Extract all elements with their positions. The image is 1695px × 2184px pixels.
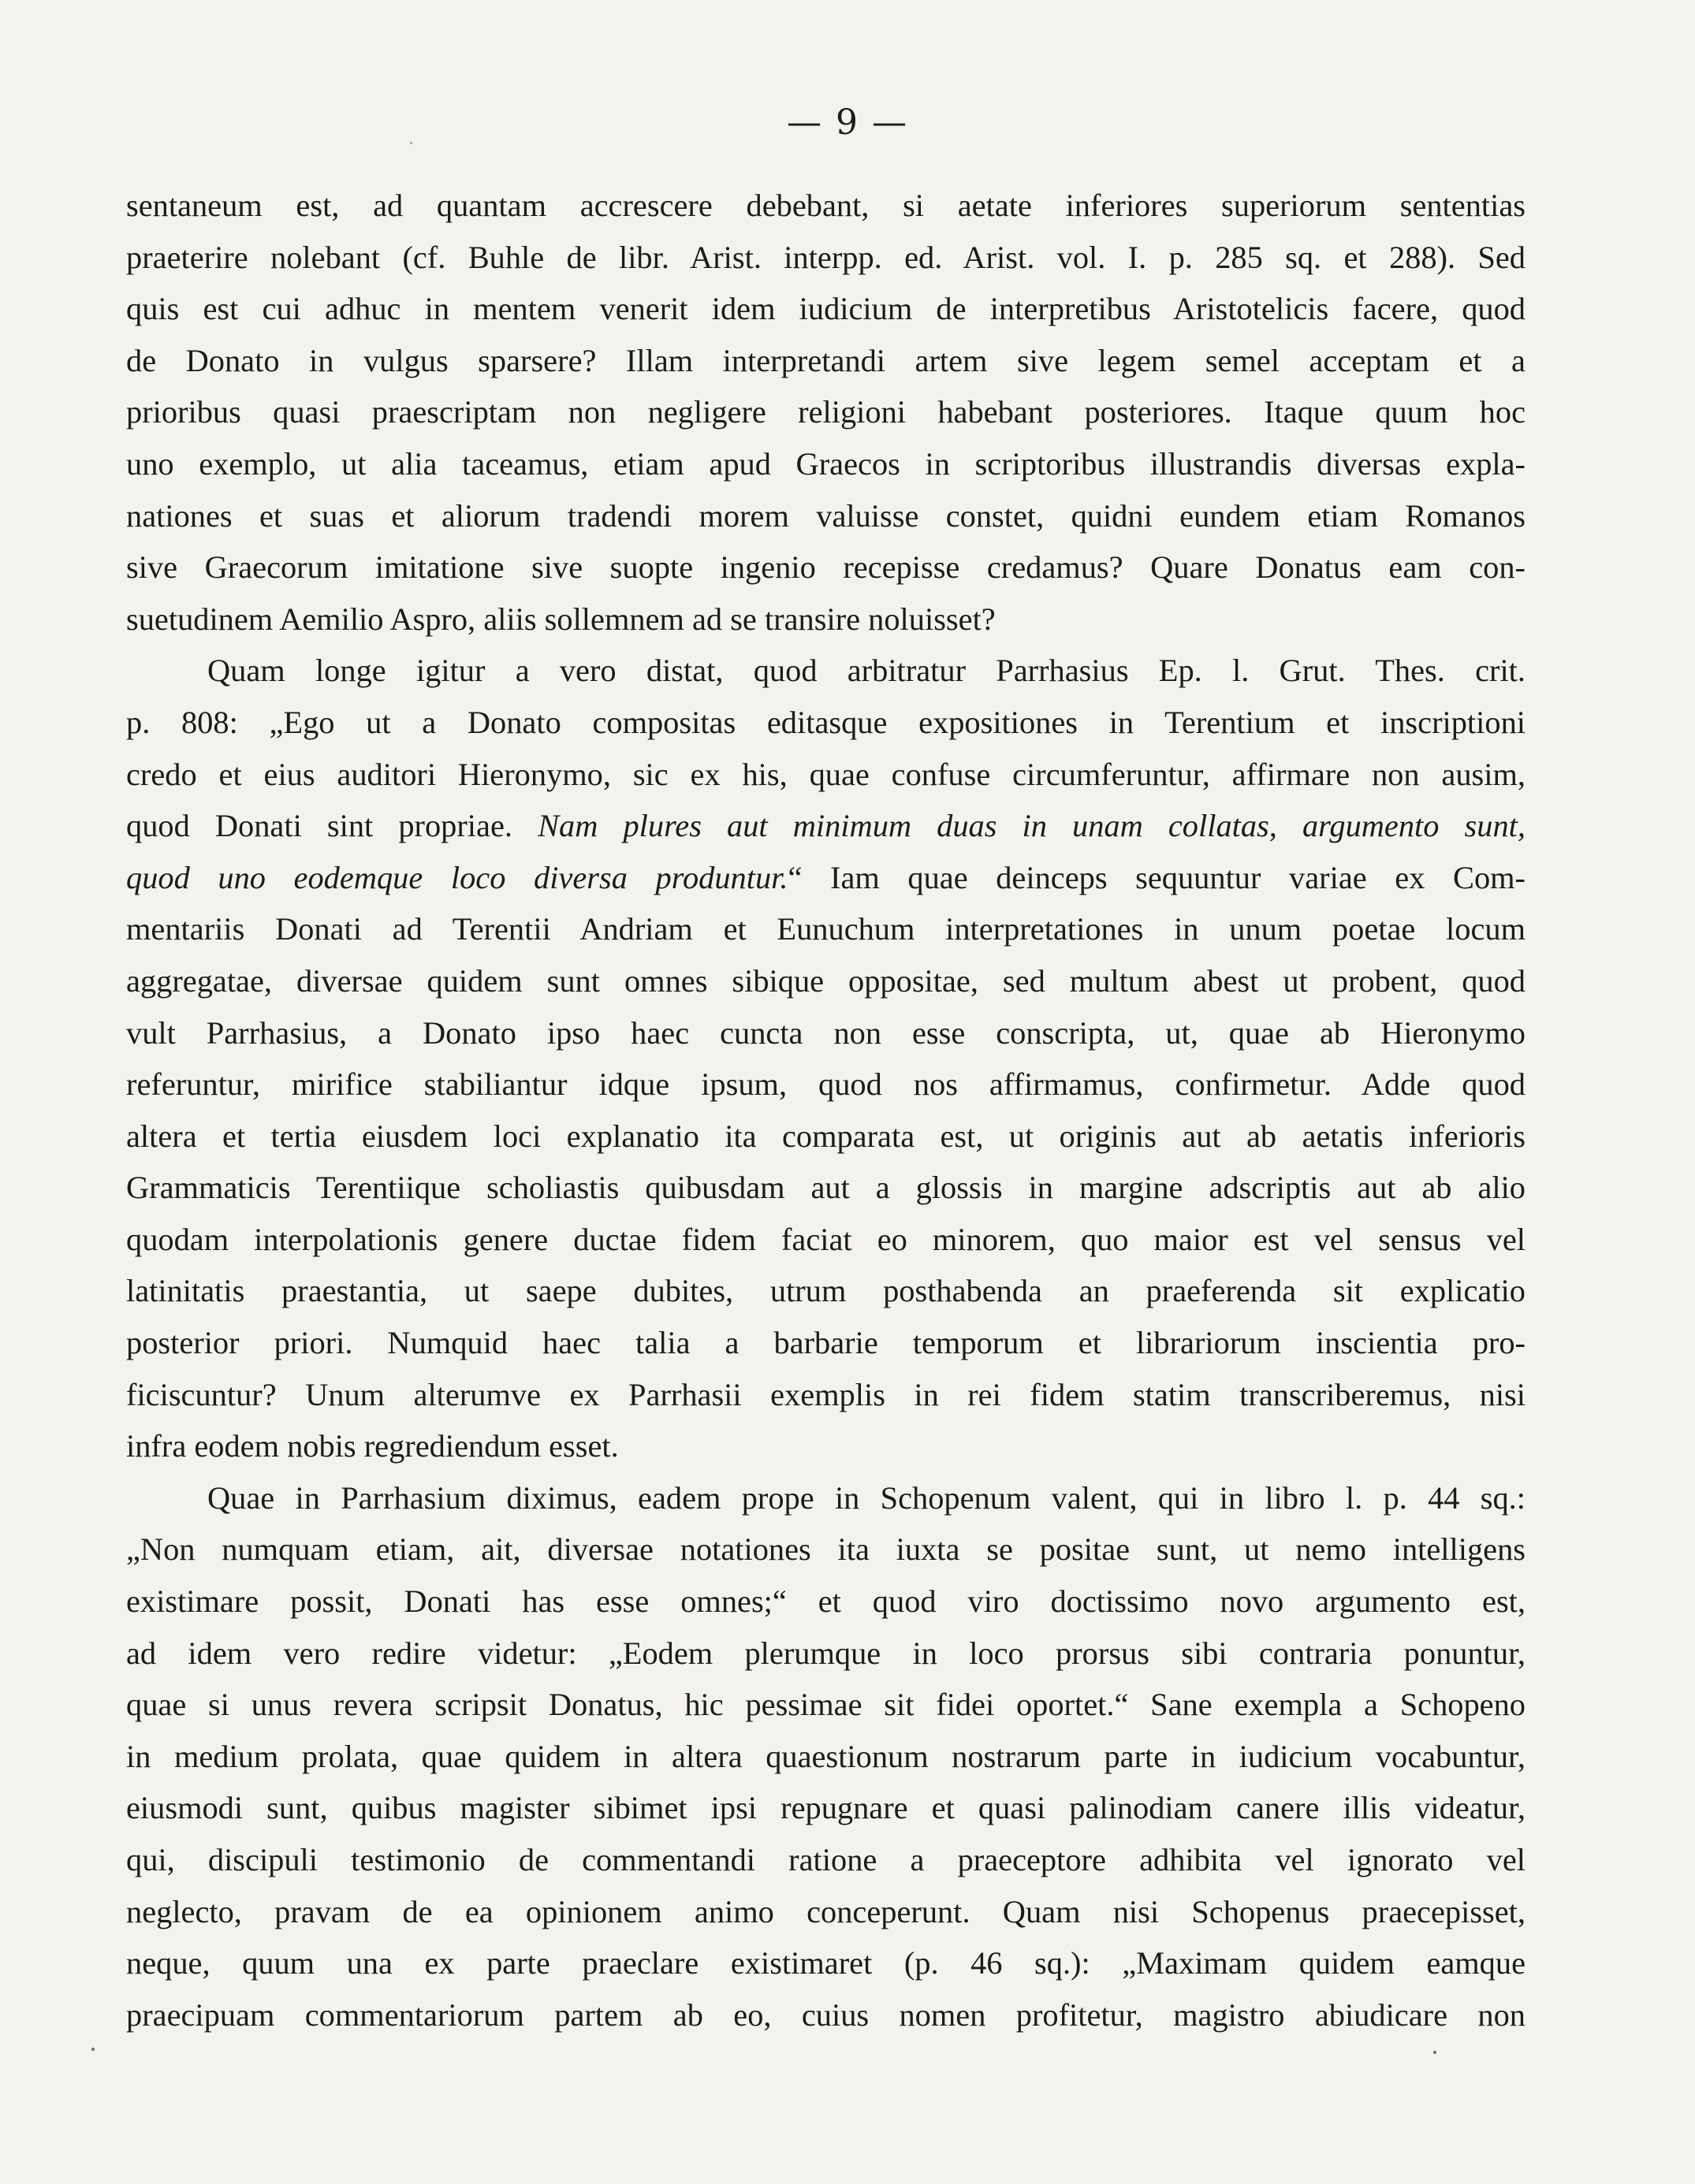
text-segment: quod Donati sint propriae. <box>126 808 512 844</box>
text-segment: “ Iam quae deinceps sequuntur variae ex Com- <box>788 859 1526 895</box>
text-line: Quam longe igitur a vero distat, quod arbitratur Parrhasius Ep. l. Grut. Thes. crit. <box>207 653 1526 689</box>
text-line: praecipuam commentariorum partem ab eo, cuius nomen profitetur, magistro abiudicare non <box>126 1996 1526 2033</box>
quoted-italic-text: quod uno eodemque loco diversa produntur. <box>126 859 788 895</box>
text-line: sentaneum est, ad quantam accrescere debebant, si aetate inferiores superiorum sententias <box>126 188 1526 223</box>
text-line: de Donato in vulgus sparsere? Illam interpretandi artem sive legem semel acceptam et a <box>126 342 1526 378</box>
print-speck <box>410 142 412 144</box>
paragraph-1 <box>126 180 1526 645</box>
text-line: quae si unus revera scripsit Donatus, hic pessimae sit fidei oportet.“ Sane exempla a Schopeno <box>126 1687 1526 1723</box>
text-line: suetudinem Aemilio Aspro, aliis sollemnem ad se transire noluisset? <box>126 601 996 637</box>
text-line: latinitatis praestantia, ut saepe dubites, utrum posthabenda an praeferenda sit explicatio <box>126 1273 1526 1309</box>
quoted-italic-text: Nam plures aut minimum duas in unam collatas, argumento sunt, <box>538 808 1526 844</box>
text-line: mentariis Donati ad Terentii Andriam et Eunuchum interpretationes in unum poetae locum <box>126 911 1526 947</box>
text-line: praeterire nolebant (cf. Buhle de libr. Arist. interpp. ed. Arist. vol. I. p. 285 sq. et 288). Sed <box>126 239 1526 275</box>
paragraph-2 <box>126 645 1526 1472</box>
text-line: eiusmodi sunt, quibus magister sibimet ipsi repugnare et quasi palinodiam canere illis videatur, <box>126 1790 1526 1826</box>
text-line: in medium prolata, quae quidem in altera quaestionum nostrarum parte in iudicium vocabuntur, <box>126 1738 1526 1774</box>
text-line-mixed <box>126 800 1526 852</box>
text-line: existimare possit, Donati has esse omnes;“ et quod viro doctissimo novo argumento est, <box>126 1583 1526 1620</box>
text-line: quis est cui adhuc in mentem venerit idem iudicium de interpretibus Aristotelicis facere, quod <box>126 291 1526 327</box>
text-line: nationes et suas et aliorum tradendi morem valuisse constet, quidni eundem etiam Romanos <box>126 497 1526 534</box>
text-line-mixed <box>126 852 1526 904</box>
text-line: uno exemplo, ut alia taceamus, etiam apud Graecos in scriptoribus illustrandis diversas expla- <box>126 445 1526 482</box>
text-line: infra eodem nobis regrediendum esset. <box>126 1428 619 1464</box>
page-number: — 9 — <box>787 102 908 143</box>
text-line: qui, discipuli testimonio de commentandi ratione a praeceptore adhibita vel ignorato vel <box>126 1842 1526 1877</box>
print-speck <box>1433 2051 1436 2054</box>
text-line: credo et eius auditori Hieronymo, sic ex his, quae confuse circumferuntur, affirmare non ausim, <box>126 756 1526 792</box>
text-line: altera et tertia eiusdem loci explanatio ita comparata est, ut originis aut ab aetatis inferioris <box>126 1118 1526 1154</box>
text-line: vult Parrhasius, a Donato ipso haec cuncta non esse conscripta, ut, quae ab Hieronymo <box>126 1014 1526 1051</box>
body-text <box>126 180 1526 2041</box>
text-line: aggregatae, diversae quidem sunt omnes sibique oppositae, sed multum abest ut probent, quod <box>126 962 1526 999</box>
text-line: quodam interpolationis genere ductae fidem faciat eo minorem, quo maior est vel sensus vel <box>126 1221 1526 1257</box>
text-line: prioribus quasi praescriptam non negligere religioni habebant posteriores. Itaque quum hoc <box>126 394 1526 430</box>
paragraph-3 <box>126 1472 1526 2041</box>
text-line: Quae in Parrhasium diximus, eadem prope in Schopenum valent, qui in libro l. p. 44 sq.: <box>207 1479 1526 1516</box>
text-line: „Non numquam etiam, ait, diversae notationes ita iuxta se positae sunt, ut nemo intelligens <box>126 1531 1526 1568</box>
text-line: posterior priori. Numquid haec talia a barbarie temporum et librariorum inscientia pro- <box>126 1325 1526 1361</box>
text-line: neque, quum una ex parte praeclare existimaret (p. 46 sq.): „Maximam quidem eamque <box>126 1945 1526 1981</box>
text-line: ad idem vero redire videtur: „Eodem plerumque in loco prorsus sibi contraria ponuntur, <box>126 1635 1526 1671</box>
text-line: sive Graecorum imitatione sive suopte ingenio recepisse credamus? Quare Donatus eam con- <box>126 549 1526 586</box>
text-line: referuntur, mirifice stabiliantur idque ipsum, quod nos affirmamus, confirmetur. Adde quod <box>126 1066 1526 1103</box>
text-line: p. 808: „Ego ut a Donato compositas editasque expositiones in Terentium et inscriptioni <box>126 704 1526 740</box>
text-line: ficiscuntur? Unum alterumve ex Parrhasii exemplis in rei fidem statim transcriberemus, nisi <box>126 1376 1526 1412</box>
print-speck <box>91 2048 95 2051</box>
text-line: neglecto, pravam de ea opinionem animo conceperunt. Quam nisi Schopenus praecepisset, <box>126 1893 1526 1929</box>
text-line: Grammaticis Terentiique scholiastis quibusdam aut a glossis in margine adscriptis aut ab alio <box>126 1170 1526 1206</box>
